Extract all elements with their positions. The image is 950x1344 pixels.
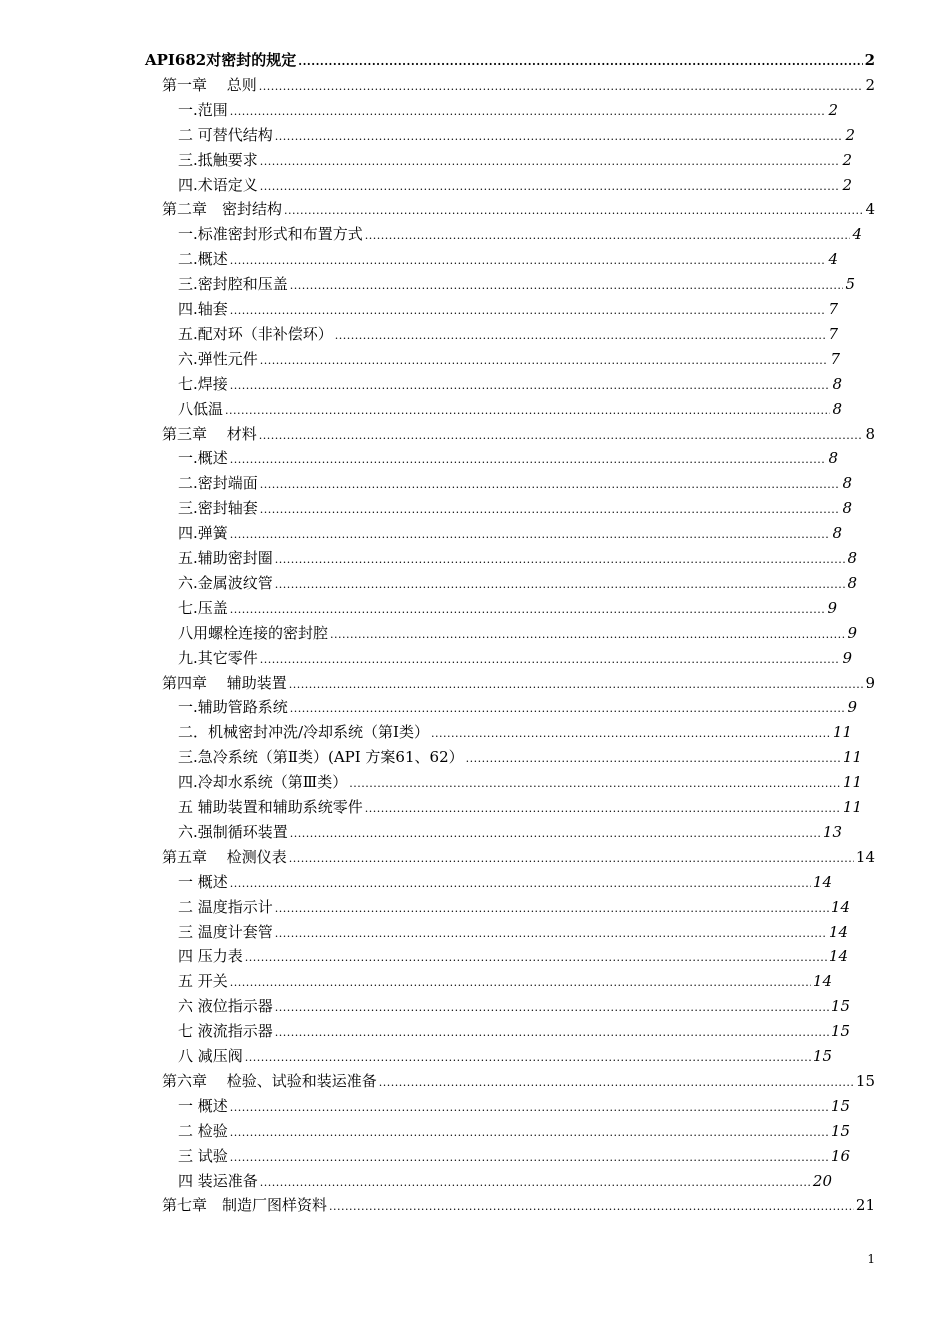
toc-entry[interactable]: [178, 996, 850, 1018]
toc-leader-dots: [275, 899, 829, 919]
toc-entry[interactable]: [178, 299, 838, 321]
toc-entry[interactable]: [178, 1046, 832, 1068]
toc-entry-label: 第六章 检验、试验和装运准备: [162, 1071, 377, 1090]
toc-entry-page: 7: [828, 324, 838, 343]
toc-leader-dots: [260, 152, 841, 172]
toc-entry-label: 二 温度指示计: [178, 897, 273, 916]
toc-entry[interactable]: [145, 50, 875, 72]
toc-entry-page: 14: [855, 847, 875, 866]
toc-entry-label: 四 装运准备: [178, 1171, 258, 1190]
toc-entry-page: 8: [842, 499, 852, 518]
toc-entry-page: 13: [822, 822, 842, 841]
toc-entry[interactable]: [162, 1195, 875, 1217]
toc-entry[interactable]: [178, 697, 857, 719]
toc-entry-page: 2: [864, 51, 875, 69]
toc-entry[interactable]: [178, 747, 862, 769]
toc-entry-label: 五.辅助密封圈: [178, 549, 273, 567]
toc-leader-dots: [230, 450, 827, 470]
toc-entry[interactable]: [162, 424, 875, 446]
toc-entry-page: 4: [865, 200, 875, 219]
toc-entry[interactable]: [178, 946, 848, 968]
toc-leader-dots: [230, 102, 827, 122]
toc-entry[interactable]: [178, 772, 862, 794]
toc-entry-page: 9: [865, 673, 875, 692]
toc-entry-page: 14: [828, 922, 848, 941]
toc-entry-page: 15: [830, 997, 850, 1016]
toc-entry[interactable]: [178, 175, 852, 197]
toc-leader-dots: [230, 1123, 829, 1143]
toc-leader-dots: [259, 426, 864, 446]
toc-entry-label: 六.金属波纹管: [178, 573, 273, 592]
toc-entry-page: 8: [832, 399, 842, 418]
toc-leader-dots: [290, 276, 844, 296]
toc-entry[interactable]: [178, 598, 837, 620]
toc-entry-page: 8: [832, 374, 842, 393]
toc-leader-dots: [284, 201, 863, 221]
toc-entry[interactable]: [178, 224, 862, 246]
toc-entry-page: 9: [847, 698, 857, 717]
toc-leader-dots: [230, 1148, 829, 1168]
toc-leader-dots: [330, 625, 845, 645]
toc-leader-dots: [260, 650, 841, 670]
toc-entry-label: 八用螺栓连接的密封腔: [178, 623, 329, 642]
toc-entry-page: 4: [852, 225, 862, 244]
toc-entry[interactable]: [178, 872, 832, 894]
toc-entry[interactable]: [178, 349, 840, 371]
toc-entry-page: 9: [827, 598, 837, 617]
toc-entry-label: 一.标准密封形式和布置方式: [178, 225, 363, 244]
toc-entry-page: 11: [832, 723, 852, 742]
toc-entry[interactable]: [162, 199, 875, 221]
toc-entry-label: 三 温度计套管: [178, 922, 273, 941]
toc-leader-dots: [230, 600, 826, 620]
toc-entry-label: 五.配对环（非补偿环）: [178, 324, 333, 343]
toc-entry-page: 11: [842, 748, 862, 767]
toc-entry-label: 二 检验: [178, 1121, 228, 1140]
toc-entry-label: 一.范围: [178, 100, 228, 119]
toc-entry-page: 2: [865, 75, 875, 94]
toc-leader-dots: [260, 500, 841, 520]
toc-entry-page: 20: [812, 1171, 832, 1190]
toc-entry-label: 三.急冷系统（第Ⅱ类）(API 方案61、62）: [178, 748, 464, 767]
toc-entry-page: 15: [830, 1096, 850, 1115]
toc-entry[interactable]: [178, 274, 855, 296]
toc-entry-label: 五 开关: [178, 972, 228, 991]
toc-entry[interactable]: [178, 623, 857, 645]
toc-entry-label: 四.冷却水系统（第Ⅲ类）: [178, 773, 348, 792]
toc-leader-dots: [275, 1023, 829, 1043]
toc-entry-label: 第四章 辅助装置: [162, 673, 287, 692]
toc-entry[interactable]: [162, 847, 875, 869]
toc-entry-label: 六 液位指示器: [178, 997, 273, 1016]
toc-entry-page: 15: [830, 1022, 850, 1041]
toc-leader-dots: [260, 1173, 811, 1193]
toc-leader-dots: [289, 675, 864, 695]
toc-leader-dots: [260, 475, 841, 495]
toc-entry[interactable]: [178, 1171, 832, 1193]
toc-entry-label: 七 液流指示器: [178, 1022, 273, 1041]
toc-leader-dots: [335, 326, 827, 346]
toc-entry-page: 8: [847, 549, 857, 567]
toc-entry-label: 第七章 制造厂图样资料: [162, 1196, 328, 1215]
toc-entry-label: 一 概述: [178, 1096, 228, 1115]
toc-entry-page: 8: [847, 573, 857, 592]
toc-entry-label: 六.弹性元件: [178, 349, 258, 368]
toc-leader-dots: [365, 226, 851, 246]
toc-entry-label: 四.轴套: [178, 300, 228, 318]
toc-entry-page: 15: [812, 1047, 832, 1065]
toc-leader-dots: [365, 799, 841, 819]
toc-entry[interactable]: [178, 548, 857, 570]
toc-entry-page: 11: [842, 773, 862, 792]
toc-leader-dots: [275, 575, 846, 595]
toc-leader-dots: [349, 774, 841, 794]
toc-entry[interactable]: [178, 523, 842, 545]
toc-leader-dots: [245, 1048, 811, 1068]
toc-entry[interactable]: [178, 324, 838, 346]
toc-entry[interactable]: [162, 75, 875, 97]
toc-entry-page: 9: [842, 648, 852, 667]
toc-entry[interactable]: [178, 399, 842, 421]
toc-entry-page: 11: [842, 798, 862, 816]
toc-entry-page: 21: [855, 1196, 875, 1215]
toc-entry[interactable]: [178, 573, 857, 595]
toc-entry[interactable]: [178, 971, 832, 993]
toc-entry[interactable]: [178, 125, 855, 147]
toc-entry-page: 7: [830, 349, 840, 368]
toc-leader-dots: [431, 724, 831, 744]
toc-entry[interactable]: [178, 822, 842, 844]
toc-entry-page: 8: [842, 474, 852, 493]
toc-entry-label: 三 试验: [178, 1146, 228, 1165]
toc-leader-dots: [230, 973, 811, 993]
toc-entry-page: 7: [828, 300, 838, 318]
toc-entry-page: 9: [847, 623, 857, 642]
toc-leader-dots: [290, 699, 846, 719]
toc-leader-dots: [289, 849, 854, 869]
toc-leader-dots: [230, 874, 811, 894]
toc-entry-label: 九.其它零件: [178, 648, 258, 667]
toc-entry-label: 一 概述: [178, 872, 228, 891]
toc-leader-dots: [230, 251, 827, 271]
toc-entry-label: 七.压盖: [178, 598, 228, 617]
toc-entry[interactable]: [162, 673, 875, 695]
toc-entry[interactable]: [178, 374, 842, 396]
toc-entry-label: 七.焊接: [178, 374, 228, 393]
toc-entry-page: 14: [812, 972, 832, 991]
toc-entry-page: 2: [842, 175, 852, 194]
toc-entry-label: 第一章 总则: [162, 75, 257, 94]
toc-entry-label: 四 压力表: [178, 947, 243, 966]
toc-leader-dots: [230, 525, 831, 545]
toc-entry[interactable]: [178, 897, 850, 919]
toc-entry[interactable]: [178, 1146, 850, 1168]
toc-leader-dots: [290, 824, 821, 844]
toc-leader-dots: [466, 749, 841, 769]
toc-entry[interactable]: [178, 722, 852, 744]
toc-entry-page: 14: [828, 947, 848, 966]
toc-leader-dots: [275, 924, 827, 944]
toc-entry-page: 8: [832, 524, 842, 543]
toc-entry[interactable]: [178, 797, 862, 819]
toc-entry-label: 六.强制循环装置: [178, 822, 288, 841]
toc-entry-label: 一.概述: [178, 449, 228, 468]
toc-leader-dots: [230, 1098, 829, 1118]
toc-entry-page: 15: [855, 1071, 875, 1090]
toc-entry[interactable]: [178, 922, 848, 944]
toc-leader-dots: [245, 948, 827, 968]
toc-entry[interactable]: [178, 448, 838, 470]
toc-entry[interactable]: [178, 1096, 850, 1118]
toc-entry-label: 三.抵触要求: [178, 150, 258, 169]
toc-entry-label: 第三章 材料: [162, 424, 257, 443]
page-number: 1: [867, 1252, 875, 1266]
toc-leader-dots: [259, 77, 864, 97]
toc-entry-label: 三.密封轴套: [178, 499, 258, 518]
toc-entry-page: 15: [830, 1121, 850, 1140]
toc-entry-label: API682对密封的规定: [145, 51, 297, 69]
toc-entry-label: 八低温: [178, 399, 224, 418]
toc-entry[interactable]: [178, 648, 852, 670]
toc-entry[interactable]: [178, 498, 852, 520]
toc-entry-page: 16: [830, 1146, 850, 1165]
toc-leader-dots: [275, 998, 829, 1018]
toc-leader-dots: [329, 1197, 854, 1217]
toc-leader-dots: [298, 52, 862, 72]
toc-entry-page: 2: [828, 100, 838, 119]
toc-entry-page: 14: [830, 897, 850, 916]
toc-entry[interactable]: [162, 1071, 875, 1093]
toc-entry-page: 5: [845, 275, 855, 294]
toc-entry-page: 8: [828, 449, 838, 468]
toc-entry-page: 2: [842, 150, 852, 169]
toc-entry-label: 四.术语定义: [178, 175, 258, 194]
toc-entry[interactable]: [178, 473, 852, 495]
toc-entry-label: 第二章 密封结构: [162, 200, 283, 219]
toc-entry-label: 一.辅助管路系统: [178, 698, 288, 717]
toc-entry-page: 2: [845, 125, 855, 144]
toc-entry[interactable]: [178, 1121, 850, 1143]
toc-leader-dots: [379, 1073, 854, 1093]
toc-entry-label: 第五章 检测仪表: [162, 847, 287, 866]
toc-entry[interactable]: [178, 249, 838, 271]
toc-entry-label: 四.弹簧: [178, 524, 228, 543]
toc-entry-page: 14: [812, 872, 832, 891]
toc-entry-page: 8: [865, 424, 875, 443]
toc-entry[interactable]: [178, 1021, 850, 1043]
toc-entry-label: 八 减压阀: [178, 1047, 243, 1065]
toc-leader-dots: [260, 351, 829, 371]
toc-entry[interactable]: [178, 100, 838, 122]
toc-entry-label: 五 辅助装置和辅助系统零件: [178, 798, 363, 816]
toc-leader-dots: [225, 401, 830, 421]
toc-leader-dots: [230, 301, 827, 321]
toc-leader-dots: [275, 550, 846, 570]
toc-entry-page: 4: [828, 250, 838, 269]
toc-entry-label: 二 可替代结构: [178, 125, 273, 144]
toc-entry-label: 二.概述: [178, 250, 228, 269]
toc-entry[interactable]: [178, 150, 852, 172]
toc-entry-label: 二.密封端面: [178, 474, 258, 493]
toc-leader-dots: [260, 177, 841, 197]
toc-leader-dots: [230, 376, 831, 396]
toc-entry-label: 二．机械密封冲洗/冷却系统（第Ⅰ类）: [178, 723, 429, 742]
toc-leader-dots: [275, 127, 844, 147]
toc-entry-label: 三.密封腔和压盖: [178, 275, 288, 294]
